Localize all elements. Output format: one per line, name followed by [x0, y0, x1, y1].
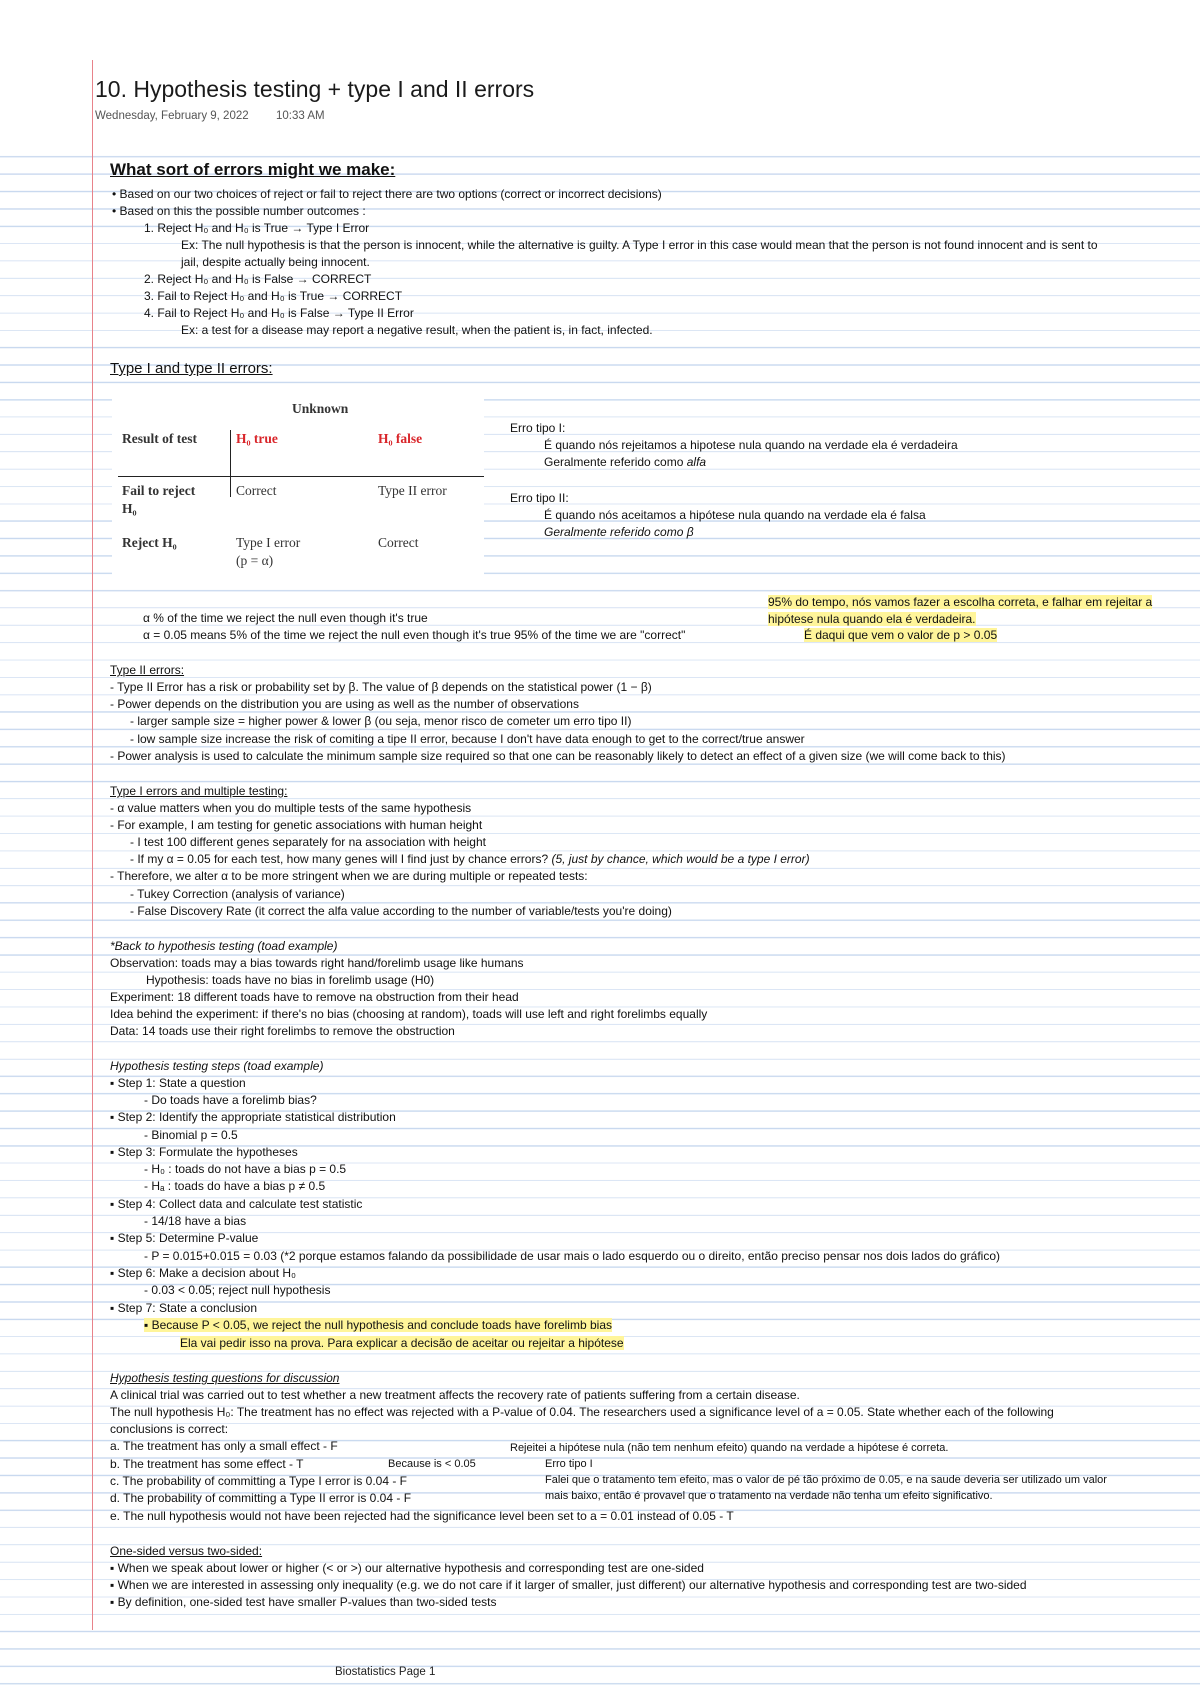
step-detail: - Do toads have a forelimb bias? [144, 1093, 317, 1107]
table-divider [230, 477, 231, 497]
highlight-note: É daqui que vem o valor de p > 0.05 [804, 628, 998, 642]
answer-note: Erro tipo I [545, 1458, 593, 1470]
table-cell: (p = α) [236, 553, 274, 568]
answer-note: Rejeitei a hipótese nula (não tem nenhum efeito) quando na verdade a hipótese é correta. [510, 1442, 949, 1454]
table-divider [118, 476, 484, 477]
table-divider [230, 430, 231, 476]
step-detail: - Binomial p = 0.5 [144, 1128, 238, 1142]
table-unknown-header: Unknown [292, 401, 349, 416]
table-result-header: Result of test [122, 431, 197, 446]
body-text: Experiment: 18 different toads have to remove na obstruction from their head [110, 990, 519, 1004]
table-cell: Correct [378, 535, 419, 550]
body-text: - larger sample size = higher power & lower β (ou seja, menor risco de cometer um erro tipo II) [130, 714, 632, 728]
bullet-text: • Based on this the possible number outcomes : [112, 204, 366, 218]
note-text: Geralmente referido como alfa [544, 455, 707, 469]
table-cell: Type II error [378, 483, 447, 498]
body-text: α % of the time we reject the null even though it's true [143, 611, 428, 625]
answer-item: b. The treatment has some effect - T [110, 1457, 304, 1471]
highlight-note: Ela vai pedir isso na prova. Para explicar a decisão de aceitar ou rejeitar a hipótese [180, 1336, 624, 1350]
page-date: Wednesday, February 9, 2022 [95, 110, 249, 122]
body-text: Data: 14 toads use their right forelimbs to remove the obstruction [110, 1024, 455, 1038]
body-text: Idea behind the experiment: if there's no bias (choosing at random), toads will use left and right forelimbs equally [110, 1007, 708, 1021]
answer-item: c. The probability of committing a Type I error is 0.04 - F [110, 1474, 408, 1488]
step-item: ▪ Step 7: State a conclusion [110, 1301, 258, 1315]
section-heading-toad: *Back to hypothesis testing (toad example) [110, 939, 338, 953]
note-text: Erro tipo II: [510, 491, 569, 505]
highlight-note: hipótese nula quando ela é verdadeira. [768, 612, 976, 626]
note-text: É quando nós aceitamos a hipótese nula quando na verdade ela é falsa [544, 508, 926, 522]
step-detail: - Hₐ : toads do have a bias p ≠ 0.5 [144, 1179, 326, 1193]
body-text: conclusions is correct: [110, 1422, 229, 1436]
section-heading-steps: Hypothesis testing steps (toad example) [110, 1059, 324, 1073]
step-detail: - 0.03 < 0.05; reject null hypothesis [144, 1283, 331, 1297]
table-h0-false-header: H₀ false [378, 431, 423, 446]
body-text: - Power analysis is used to calculate the minimum sample size required so that one can be reasonably likely to detect an effect of a given size (we will come back to this) [110, 749, 1006, 763]
body-text: - For example, I am testing for genetic associations with human height [110, 818, 483, 832]
section-heading-type-errors: Type I and type II errors: [110, 360, 273, 377]
table-h0-true-header: H₀ true [236, 431, 278, 446]
answer-note: Because is < 0.05 [388, 1458, 476, 1470]
body-text: The null hypothesis H₀: The treatment has no effect was rejected with a P-value of 0.04. The researchers used a significance level of a = 0.05. State whether each of the following [110, 1405, 1054, 1419]
outcome-item: 4. Fail to Reject H₀ and H₀ is False → Type II Error [144, 306, 414, 320]
highlight-note: 95% do tempo, nós vamos fazer a escolha correta, e falhar em rejeitar a [768, 595, 1153, 609]
bullet-text: ▪ When we are interested in assessing only inequality (e.g. we do not care if it larger of smaller, just different) our alternative hypothesis and corresponding test are two-sided [110, 1578, 1027, 1592]
body-text: Observation: toads may a bias towards right hand/forelimb usage like humans [110, 956, 524, 970]
example-text: Ex: a test for a disease may report a negative result, when the patient is, in fact, infected. [181, 323, 653, 337]
step-item: ▪ Step 6: Make a decision about H₀ [110, 1266, 297, 1280]
outcome-item: 1. Reject H₀ and H₀ is True → Type I Error [144, 221, 370, 235]
table-cell: H₀ [122, 501, 137, 516]
body-text: - Tukey Correction (analysis of variance) [130, 887, 345, 901]
answer-item: a. The treatment has only a small effect - F [110, 1439, 338, 1453]
body-text: - False Discovery Rate (it correct the alfa value according to the number of variable/tests you're doing) [130, 904, 672, 918]
step-item: ▪ Step 4: Collect data and calculate test statistic [110, 1197, 363, 1211]
answer-note: mais baixo, então é provavel que o tratamento na verdade não tenha um efeito significativo. [545, 1490, 993, 1502]
table-cell: Fail to reject [122, 483, 196, 498]
outcome-item: 2. Reject H₀ and H₀ is False → CORRECT [144, 272, 372, 286]
section-heading-multiple-testing: Type I errors and multiple testing: [110, 784, 288, 798]
bullet-text: ▪ When we speak about lower or higher (< or >) our alternative hypothesis and corresponding test are one-sided [110, 1561, 704, 1575]
section-heading-type-ii: Type II errors: [110, 663, 185, 677]
highlight-conclusion: ▪ Because P < 0.05, we reject the null hypothesis and conclude toads have forelimb bias [144, 1318, 612, 1332]
step-item: ▪ Step 1: State a question [110, 1076, 246, 1090]
step-detail: - 14/18 have a bias [144, 1214, 247, 1228]
margin-line [92, 60, 93, 1630]
step-item: ▪ Step 3: Formulate the hypotheses [110, 1145, 298, 1159]
page-title: 10. Hypothesis testing + type I and II errors [95, 76, 535, 102]
table-cell: Reject H₀ [122, 535, 177, 550]
body-text: - Type II Error has a risk or probability set by β. The value of β depends on the statistical power (1 − β) [110, 680, 652, 694]
answer-item: d. The probability of committing a Type II error is 0.04 - F [110, 1491, 412, 1505]
step-detail: - P = 0.015+0.015 = 0.03 (*2 porque estamos falando da possibilidade de usar mais o lado esquerdo ou o direito, então preciso pensar nos dois lados do gráfico) [144, 1249, 1001, 1263]
page-footer: Biostatistics Page 1 [335, 1666, 436, 1678]
page-time: 10:33 AM [276, 110, 325, 122]
answer-item: e. The null hypothesis would not have been rejected had the significance level been set to a = 0.01 instead of 0.05 - T [110, 1509, 734, 1523]
example-text: Ex: The null hypothesis is that the person is innocent, while the alternative is guilty. A Type I error in this case would mean that the person is not found innocent and is sent to [181, 238, 1098, 252]
note-text: Geralmente referido como β [544, 525, 694, 539]
body-text: α = 0.05 means 5% of the time we reject the null even though it's true 95% of the time we are "correct" [143, 628, 686, 642]
step-item: ▪ Step 2: Identify the appropriate statistical distribution [110, 1110, 396, 1124]
step-item: ▪ Step 5: Determine P-value [110, 1231, 259, 1245]
error-table [112, 394, 484, 588]
bullet-text: • Based on our two choices of reject or fail to reject there are two options (correct or incorrect decisions) [112, 187, 662, 201]
answer-note: Falei que o tratamento tem efeito, mas o valor de pé tão próximo de 0.05, e na saude deveria ser utilizado um valor [545, 1474, 1107, 1486]
body-text: - Power depends on the distribution you are using as well as the number of observations [110, 697, 579, 711]
outcome-item: 3. Fail to Reject H₀ and H₀ is True → CORRECT [144, 289, 403, 303]
body-text: - I test 100 different genes separately for na association with height [130, 835, 486, 849]
section-heading-questions: Hypothesis testing questions for discussion [110, 1371, 340, 1385]
example-text: jail, despite actually being innocent. [181, 255, 370, 269]
body-text: - low sample size increase the risk of comiting a tipe II error, because I don't have data enough to get to the correct/true answer [130, 732, 805, 746]
section-heading-one-sided: One-sided versus two-sided: [110, 1544, 263, 1558]
step-detail: - H₀ : toads do not have a bias p = 0.5 [144, 1162, 347, 1176]
section-heading-errors: What sort of errors might we make: [110, 160, 396, 179]
body-text: - Therefore, we alter α to be more stringent when we are during multiple or repeated tests: [110, 869, 588, 883]
note-text: Erro tipo I: [510, 421, 566, 435]
body-text: Hypothesis: toads have no bias in forelimb usage (H0) [146, 973, 435, 987]
body-text: - If my α = 0.05 for each test, how many genes will I find just by chance errors? (5, just by chance, which would be a type I error) [130, 852, 810, 866]
note-text: É quando nós rejeitamos a hipotese nula quando na verdade ela é verdadeira [544, 438, 958, 452]
body-text: A clinical trial was carried out to test whether a new treatment affects the recovery rate of patients suffering from a certain disease. [110, 1388, 800, 1402]
table-cell: Type I error [236, 535, 301, 550]
table-cell: Correct [236, 483, 277, 498]
body-text: - α value matters when you do multiple tests of the same hypothesis [110, 801, 472, 815]
bullet-text: ▪ By definition, one-sided test have smaller P-values than two-sided tests [110, 1595, 497, 1609]
